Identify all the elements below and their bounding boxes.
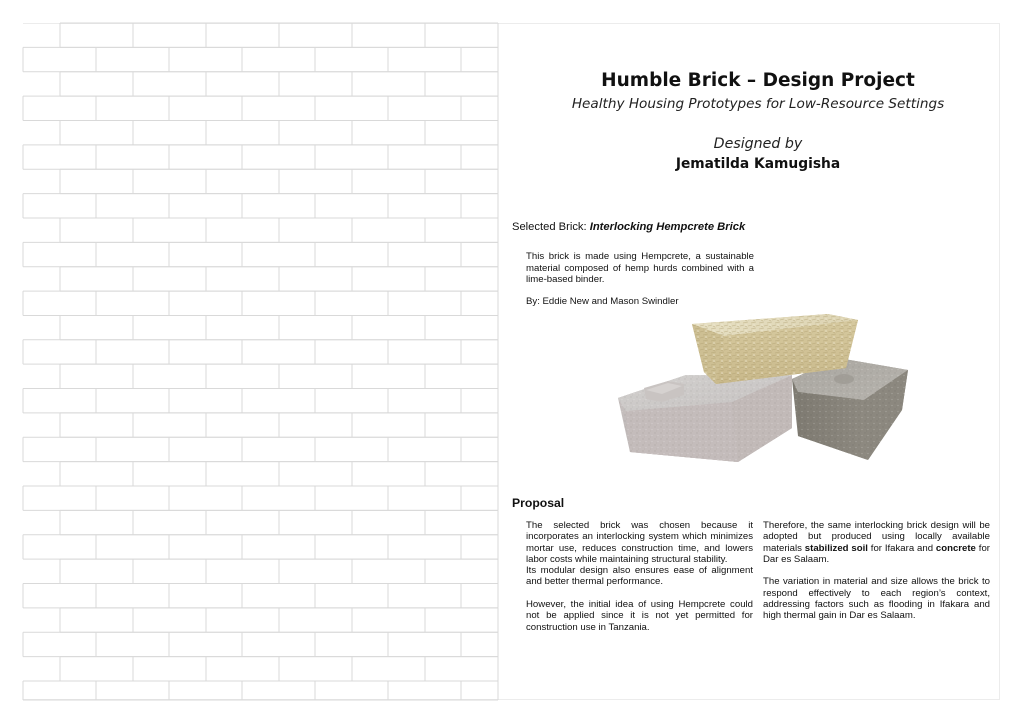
proposal-paragraph: Its modular design also ensures ease of alignment and better thermal performance. xyxy=(526,565,753,588)
selected-brick-name: Interlocking Hempcrete Brick xyxy=(589,221,746,233)
text-run: for Dar es Salaam. xyxy=(763,542,990,565)
proposal-paragraph: However, the initial idea of using Hempcrete could not be applied since it is not yet permitted for construction use in Tanzania. xyxy=(526,599,753,633)
proposal-paragraph xyxy=(763,520,990,565)
text-run: for Ifakara and xyxy=(867,542,936,554)
proposal-paragraph: The selected brick was chosen because it incorporates an interlocking system which minimizes mortar use, reduces construction time, and lowers labor costs while maintaining structural stability. xyxy=(526,520,753,565)
proposal-right-column xyxy=(763,520,990,622)
material-concrete: concrete xyxy=(935,542,976,554)
designer-name: Jematilda Kamugisha xyxy=(675,156,841,172)
selected-brick-heading xyxy=(512,221,745,233)
text-run: Therefore, the same interlocking brick design will be adopted but produced using locally available materials xyxy=(763,520,990,554)
designed-by-label: Designed by xyxy=(713,136,803,152)
brick-photo xyxy=(612,312,914,468)
brick-credit: By: Eddie New and Mason Swindler xyxy=(526,296,679,307)
proposal-heading: Proposal xyxy=(512,496,565,510)
brick-description: This brick is made using Hempcrete, a sustainable material composed of hemp hurds combined with a lime-based binder. xyxy=(526,251,754,286)
material-stabilized-soil: stabilized soil xyxy=(804,542,868,554)
selected-brick-label: Selected Brick: xyxy=(512,221,587,233)
page-subtitle: Healthy Housing Prototypes for Low-Resource Settings xyxy=(571,96,945,112)
proposal-paragraph: The variation in material and size allows the brick to respond effectively to each region’s context, addressing factors such as flooding in Ifakara and high thermal gain in Dar es Salaam. xyxy=(763,576,990,622)
proposal-left-column xyxy=(526,520,753,633)
page-title: Humble Brick – Design Project xyxy=(601,70,915,91)
